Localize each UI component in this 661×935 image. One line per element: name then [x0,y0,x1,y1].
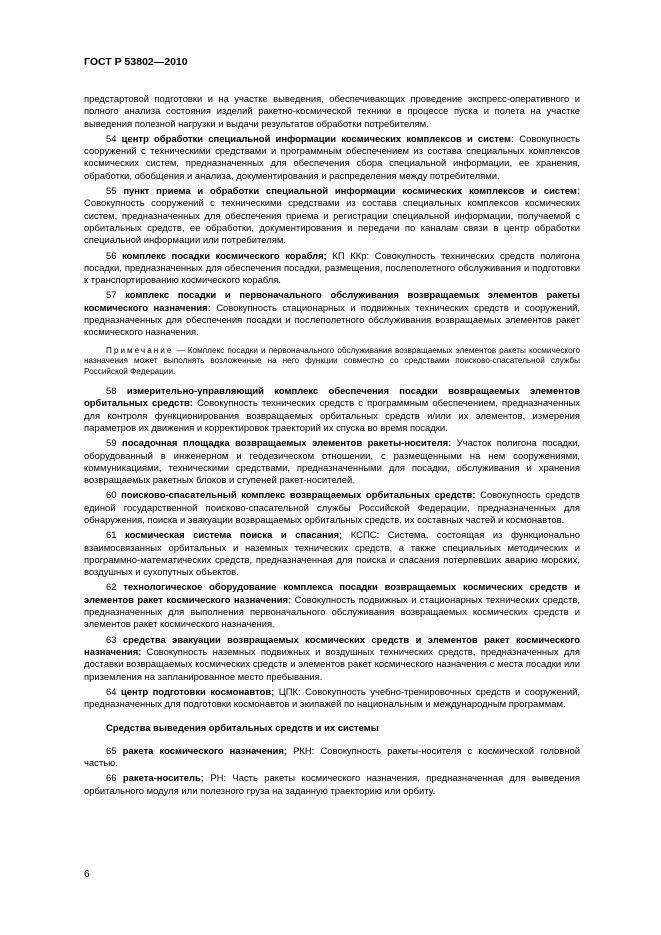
entry-55: 55 пункт приема и обработки специальной информации космических комплексов и систем: Совокупность сооружений с техническими средствами из состава специальных комплексов космических систем, предназначенных для обеспечения приема и регистрации специальной информации, получаемой с орбитальных средств, ее обработки, документирования и передачи по каналам связи в центр обработки специальной информации или потребителям. [84,186,580,247]
document-code-header: ГОСТ Р 53802—2010 [84,56,188,68]
note-paragraph [84,346,580,378]
note-text: — Комплекс посадки и первоначального обслуживания возвращаемых элементов ракеты космического назначения может выполнять возложенные на него функции совместно со средствами поисково-спасательной службы Российской Федерации. [84,345,581,377]
document-body [84,94,580,801]
entries-group-c [84,746,580,798]
entry-66: 66 ракета-носитель; РН: Часть ракеты космического назначения, предназначенная для выведения орбитального модуля или полезного груза на заданную траекторию или орбиту. [84,773,581,797]
entry-63: 63 средства эвакуации возвращаемых космических средств и элементов ракет космического назначения: Совокупность наземных подвижных и воздушных технических средств, предназначенных для доставки возвращаемых космических средств и элементов ракет космического назначения с места посадки или приземления на запланированное место пребывания. [84,634,581,683]
entry-57: 57 комплекс посадки и первоначального обслуживания возвращаемых элементов ракеты космического назначения: Совокупность стационарных и подвижных технических средств и сооружений, предназначенных для обеспечения посадки и послеполетного обслуживания возвращаемых элементов ракет космического назначения. [84,290,581,339]
entries-group-b [84,386,580,711]
entries-group-a [84,134,580,340]
entry-62: 62 технологическое оборудование комплекса посадки возвращаемых космических средств и элементов ракет космического назначения: Совокупность подвижных и стационарных технических средств, предназначенных для выполнения первоначального обслуживания возвращаемых космических средств и элементов ракет космического назначения. [84,582,580,631]
note-label: Примечание [106,345,174,355]
entry-60: 60 поисково-спасательный комплекс возвращаемых орбитальных средств: Совокупность средств единой государственной поисково-спасательной службы Российской Федерации, предназначенных для обнаружения, поиска и эвакуации возвращаемых орбитальных средств, их составных частей и космонавтов. [84,490,580,526]
entry-59: 59 посадочная площадка возвращаемых элементов ракеты-носителя: Участок полигона посадки, оборудованный в инженерном и геодезическом отношении, с размещенными на нем сооружениями, коммуникациями, техническими средствами, предназначенными для посадки, обслуживания и хранения возвращаемых ракетных блоков и ступеней ракет-носителей. [84,438,580,487]
entry-54: 54 центр обработки специальной информации космических комплексов и систем: Совокупность сооружений с техническими средствами и программным обеспечением из состава специальных комплексов космических систем, предназначенных для обеспечения сбора специальной информации, ее хранения, обработки, обобщения и анализа, документирования и распределения между потребителями. [84,133,580,182]
intro-paragraph: предстартовой подготовки и на участке выведения, обеспечивающих проведение экспресс-оперативного и полного анализа состояния изделий ракетно-космической техники в процессе пуска и полета на участке выведения полезной нагрузки и выдачи результатов обработки потребителям. [84,94,580,130]
section-title: Средства выведения орбитальных средств и их системы [106,723,379,735]
entry-56: 56 комплекс посадки космического корабля; КП ККр: Совокупность технических средств полигона посадки, предназначенных для обеспечения посадки, размещения, послеполетного обслуживания и подготовки к транспортированию космического корабля. [84,250,581,287]
page-number: 6 [84,869,90,880]
entry-61: 61 космическая система поиска и спасания; КСПС: Система, состоящая из функционально взаимосвязанных орбитальных и наземных технических средств, а также специальных методических и программно-математических средств, предназначенная для поиска и спасания потерпевших аварию морских, воздушных и сухопутных объектов. [84,530,581,579]
entry-64: 64 центр подготовки космонавтов; ЦПК: Совокупность учебно-тренировочных средств и сооружений, предназначенных для подготовки космонавтов и экипажей по национальным и международным программам. [84,686,580,711]
entry-65: 65 ракета космического назначения; РКН: Совокупность ракеты-носителя с космической головной частью. [84,745,580,770]
entry-58: 58 измерительно-управляющий комплекс обеспечения посадки возвращаемых элементов орбитальных средств: Совокупность технических средств с программным обеспечением, предназначенных для контроля функционирования возвращаемых орбитальных средств и/или их элементов, измерения параметров их движения и корректировок траекторий их спуска во время посадки. [84,386,581,434]
